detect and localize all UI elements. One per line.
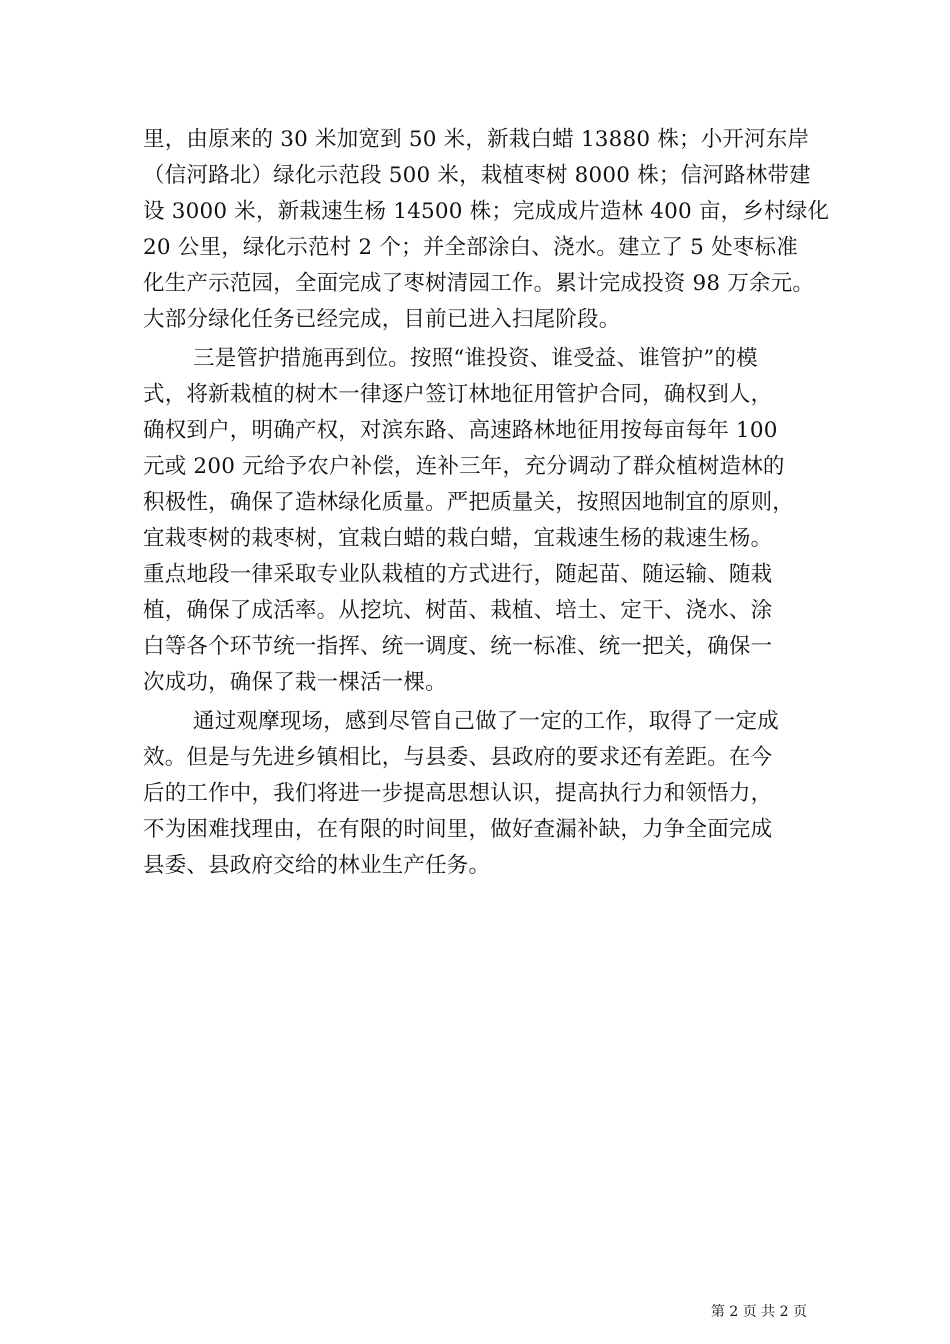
text-line: 不为困难找理由，在有限的时间里，做好查漏补缺，力争全面完成	[143, 817, 773, 842]
text-line: 宜栽枣树的栽枣树，宜栽白蜡的栽白蜡，宜栽速生杨的栽速生杨。	[143, 526, 773, 551]
text-line: 确权到户，明确产权，对滨东路、高速路林地征用按每亩每年 100	[143, 418, 778, 443]
text-line: 白等各个环节统一指挥、统一调度、统一标准、统一把关，确保一	[143, 634, 773, 659]
text-line: 20 公里，绿化示范村 2 个；并全部涂白、浇水。建立了 5 处枣标准	[143, 235, 798, 260]
text-line: 元或 200 元给予农户补偿，连补三年，充分调动了群众植树造林的	[143, 454, 785, 479]
text-line: 次成功，确保了栽一棵活一棵。	[143, 670, 447, 695]
text-line: 县委、县政府交给的林业生产任务。	[143, 853, 491, 878]
text-line: 重点地段一律采取专业队栽植的方式进行，随起苗、随运输、随栽	[143, 562, 773, 587]
page-number-footer: 第 2 页 共 2 页	[710, 1304, 807, 1320]
text-line: 后的工作中，我们将进一步提高思想认识，提高执行力和领悟力，	[143, 781, 773, 806]
text-line: 里，由原来的 30 米加宽到 50 米，新栽白蜡 13880 株；小开河东岸	[143, 127, 810, 152]
text-line: 化生产示范园，全面完成了枣树清园工作。累计完成投资 98 万余元。	[143, 271, 815, 296]
text-line: 式，将新栽植的树木一律逐户签订林地征用管护合同，确权到人，	[143, 382, 773, 407]
text-line: （信河路北）绿化示范段 500 米，栽植枣树 8000 株；信河路林带建	[143, 163, 811, 188]
paragraph-first-line: 三是管护措施再到位。按照“谁投资、谁受益、谁管护”的模	[193, 346, 758, 371]
text-line: 效。但是与先进乡镇相比，与县委、县政府的要求还有差距。在今	[143, 745, 773, 770]
text-line: 设 3000 米，新栽速生杨 14500 株；完成成片造林 400 亩，乡村绿化	[143, 199, 830, 224]
text-line: 植，确保了成活率。从挖坑、树苗、栽植、培土、定干、浇水、涂	[143, 598, 773, 623]
text-line: 积极性，确保了造林绿化质量。严把质量关，按照因地制宜的原则，	[143, 490, 795, 515]
text-line: 大部分绿化任务已经完成，目前已进入扫尾阶段。	[143, 307, 621, 332]
paragraph-first-line: 通过观摩现场，感到尽管自己做了一定的工作，取得了一定成	[193, 709, 779, 734]
